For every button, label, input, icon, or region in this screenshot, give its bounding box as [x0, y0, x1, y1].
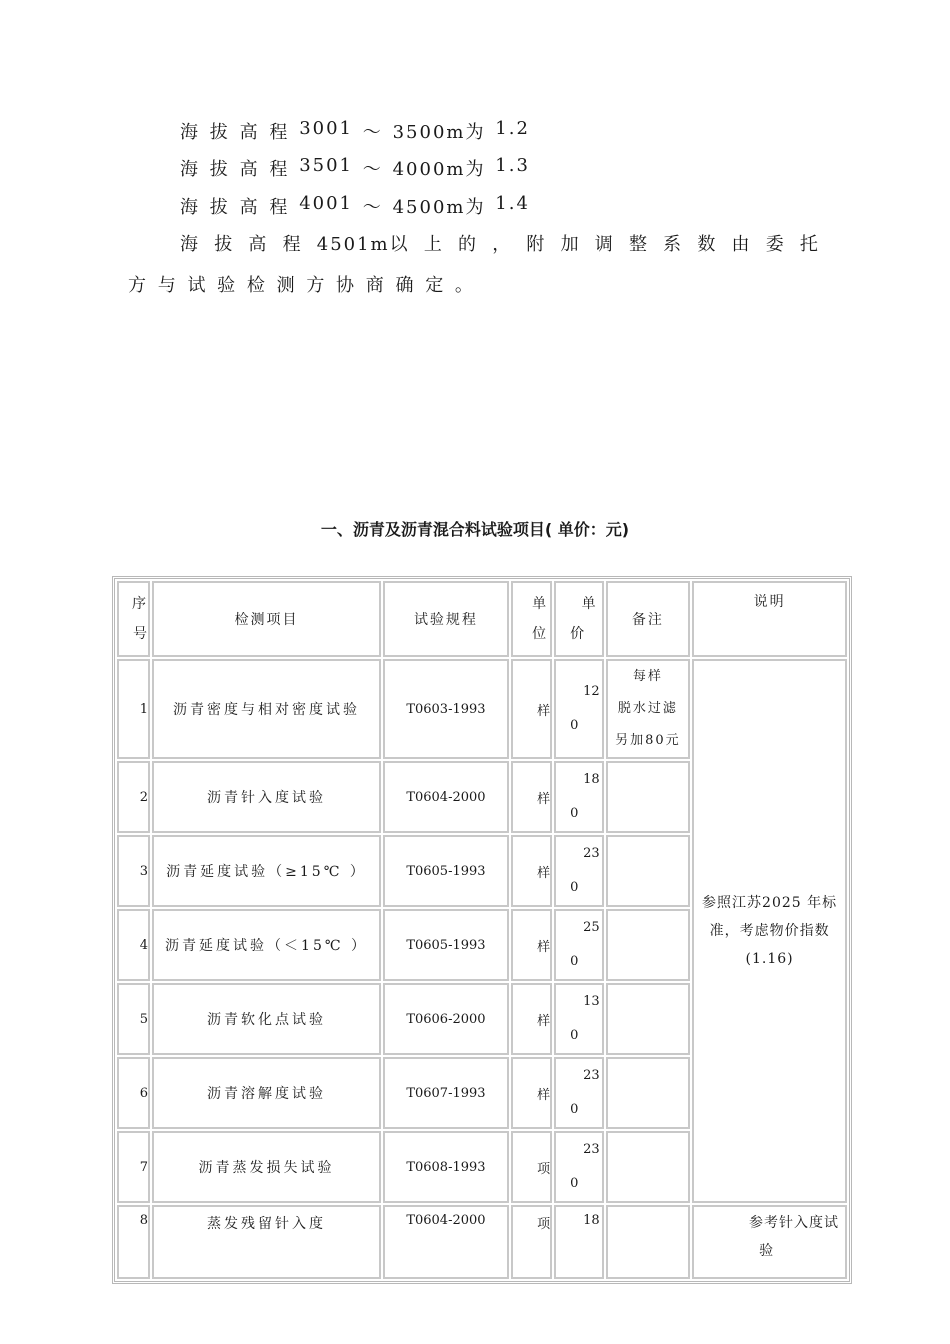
row-standard: T0604-2000 [383, 761, 509, 833]
row-standard: T0605-1993 [383, 909, 509, 981]
row-note-line: 另加80元 [615, 733, 681, 748]
table-row [117, 1205, 847, 1279]
row-price [554, 835, 604, 907]
row-price [554, 909, 604, 981]
table-header-row [117, 581, 847, 657]
row-standard: T0608-1993 [383, 1131, 509, 1203]
row-unit: 样 [511, 1057, 552, 1129]
word: 系 [663, 234, 684, 255]
word: 海 [180, 159, 200, 180]
row-unit: 样 [511, 659, 552, 759]
row-note [606, 835, 691, 907]
word: 数 [697, 234, 718, 255]
header-item: 检测项目 [152, 581, 381, 657]
row-price [554, 761, 604, 833]
price-table [112, 576, 852, 1284]
row-note [606, 1205, 691, 1279]
header-seq-bottom: 号 [133, 626, 149, 642]
row-note [606, 1057, 691, 1129]
word: 高 [239, 197, 260, 218]
row-price-part: 0 [570, 806, 579, 821]
row-item: 蒸发残留针入度 [152, 1205, 381, 1279]
row-item: 沥青密度与相对密度试验 [152, 659, 381, 759]
word: ～ [362, 197, 383, 218]
header-unit [511, 581, 552, 657]
altitude-line-2 [180, 155, 530, 181]
altitude-line-3 [180, 193, 530, 219]
word: 程 [269, 122, 290, 143]
row8-desc-line: 验 [759, 1243, 775, 1259]
row-standard: T0607-1993 [383, 1057, 509, 1129]
row-price-part: 23 [583, 846, 600, 861]
word: 1.2 [495, 118, 530, 139]
word: 调 [594, 234, 615, 255]
header-unit-top: 单 [532, 596, 549, 612]
row8-desc-line: 参考针入度试 [749, 1215, 839, 1231]
altitude-line-3-text [180, 193, 530, 219]
header-seq-top: 序 [132, 596, 148, 612]
row-unit: 样 [511, 909, 552, 981]
altitude-line-1-text [180, 118, 530, 144]
word: 加 [560, 234, 581, 255]
row-standard: T0603-1993 [383, 659, 509, 759]
row-note [606, 659, 691, 759]
altitude-line-4-text [180, 230, 820, 256]
row-price [554, 1131, 604, 1203]
word: 拔 [214, 234, 235, 255]
altitude-line-5 [128, 271, 476, 297]
word: 海 [180, 197, 200, 218]
row-note [606, 761, 691, 833]
word: 拔 [209, 122, 230, 143]
word: ～ [362, 159, 383, 180]
merged-desc-cell [692, 659, 847, 1203]
header-note: 备注 [606, 581, 691, 657]
word: 的 [458, 234, 479, 255]
altitude-line-1 [180, 118, 530, 144]
row-unit: 样 [511, 983, 552, 1055]
row8-desc-cell [692, 1205, 847, 1279]
row-note [606, 909, 691, 981]
header-desc: 说明 [692, 581, 847, 657]
row-price-part: 0 [570, 1102, 579, 1117]
word: 1.4 [495, 193, 530, 214]
word: 1.3 [495, 155, 530, 176]
word: 拔 [209, 159, 230, 180]
row-unit: 项 [511, 1205, 552, 1279]
merged-desc-line: 参照江苏2025 年标 [702, 895, 838, 911]
row-price [554, 983, 604, 1055]
word: 程 [282, 234, 303, 255]
word: 程 [269, 159, 290, 180]
word: 上 [423, 234, 444, 255]
row-item: 沥青软化点试验 [152, 983, 381, 1055]
row-price-part: 23 [583, 1068, 600, 1083]
row-price-part: 0 [570, 1176, 579, 1191]
row-price-part: 13 [583, 994, 600, 1009]
row-seq: 3 [117, 835, 150, 907]
header-price [554, 581, 604, 657]
word: 3500m为 [392, 122, 486, 143]
row-price-part: 25 [583, 920, 600, 935]
header-seq [117, 581, 150, 657]
word: 海 [180, 122, 200, 143]
row-item: 沥青蒸发损失试验 [152, 1131, 381, 1203]
row-unit: 样 [511, 835, 552, 907]
word: 4000m为 [392, 159, 486, 180]
row-price: 18 [554, 1205, 604, 1279]
merged-desc-line: 准，考虑物价指数 [709, 923, 830, 939]
row-item: 沥青延度试验（＜15℃ ） [152, 909, 381, 981]
word: 附 [526, 234, 547, 255]
word: 3501 [299, 155, 353, 176]
row-standard: T0606-2000 [383, 983, 509, 1055]
word: 4501m以 [316, 234, 410, 255]
word: 高 [239, 159, 260, 180]
merged-desc-line: (1.16) [745, 951, 794, 967]
row-note-line: 脱水过滤 [617, 701, 678, 716]
row-seq: 2 [117, 761, 150, 833]
word: 托 [799, 234, 820, 255]
row-item: 沥青溶解度试验 [152, 1057, 381, 1129]
row-item: 沥青延度试验（≥15℃ ） [152, 835, 381, 907]
row-price-part: 0 [570, 1028, 579, 1043]
word: ， [492, 234, 513, 255]
word: 4500m为 [392, 197, 486, 218]
altitude-line-5-text: 方 与 试 验 检 测 方 协 商 确 定 。 [128, 275, 476, 296]
word: ～ [362, 122, 383, 143]
row-item: 沥青针入度试验 [152, 761, 381, 833]
altitude-line-4 [180, 230, 830, 256]
row-price-part: 0 [570, 718, 579, 733]
header-price-bottom: 价 [570, 626, 587, 642]
table-title: 一、沥青及沥青混合料试验项目( 单价：元) [320, 520, 630, 539]
word: 拔 [209, 197, 230, 218]
header-unit-bottom: 位 [532, 626, 549, 642]
altitude-line-2-text [180, 155, 530, 181]
word: 高 [248, 234, 269, 255]
header-price-top: 单 [581, 596, 598, 612]
row-note [606, 983, 691, 1055]
word: 程 [269, 197, 290, 218]
row-seq: 6 [117, 1057, 150, 1129]
row-price-part: 12 [583, 684, 600, 699]
row-seq: 1 [117, 659, 150, 759]
word: 3001 [299, 118, 353, 139]
word: 由 [731, 234, 752, 255]
row-price-part: 23 [583, 1142, 600, 1157]
row-standard: T0604-2000 [383, 1205, 509, 1279]
row-price-part: 0 [570, 954, 579, 969]
row-unit: 样 [511, 761, 552, 833]
table-row [117, 659, 847, 759]
word: 委 [765, 234, 786, 255]
row-note-line: 每样 [632, 669, 663, 684]
row-price-part: 18 [583, 772, 600, 787]
row-seq: 5 [117, 983, 150, 1055]
header-standard: 试验规程 [383, 581, 509, 657]
row-standard: T0605-1993 [383, 835, 509, 907]
word: 高 [239, 122, 260, 143]
word: 整 [628, 234, 649, 255]
row-note [606, 1131, 691, 1203]
row-seq: 8 [117, 1205, 150, 1279]
row-price [554, 1057, 604, 1129]
row-seq: 7 [117, 1131, 150, 1203]
row-price-part: 0 [570, 880, 579, 895]
row-unit: 项 [511, 1131, 552, 1203]
word: 海 [180, 234, 200, 255]
word: 4001 [299, 193, 353, 214]
row-seq: 4 [117, 909, 150, 981]
row-price [554, 659, 604, 759]
